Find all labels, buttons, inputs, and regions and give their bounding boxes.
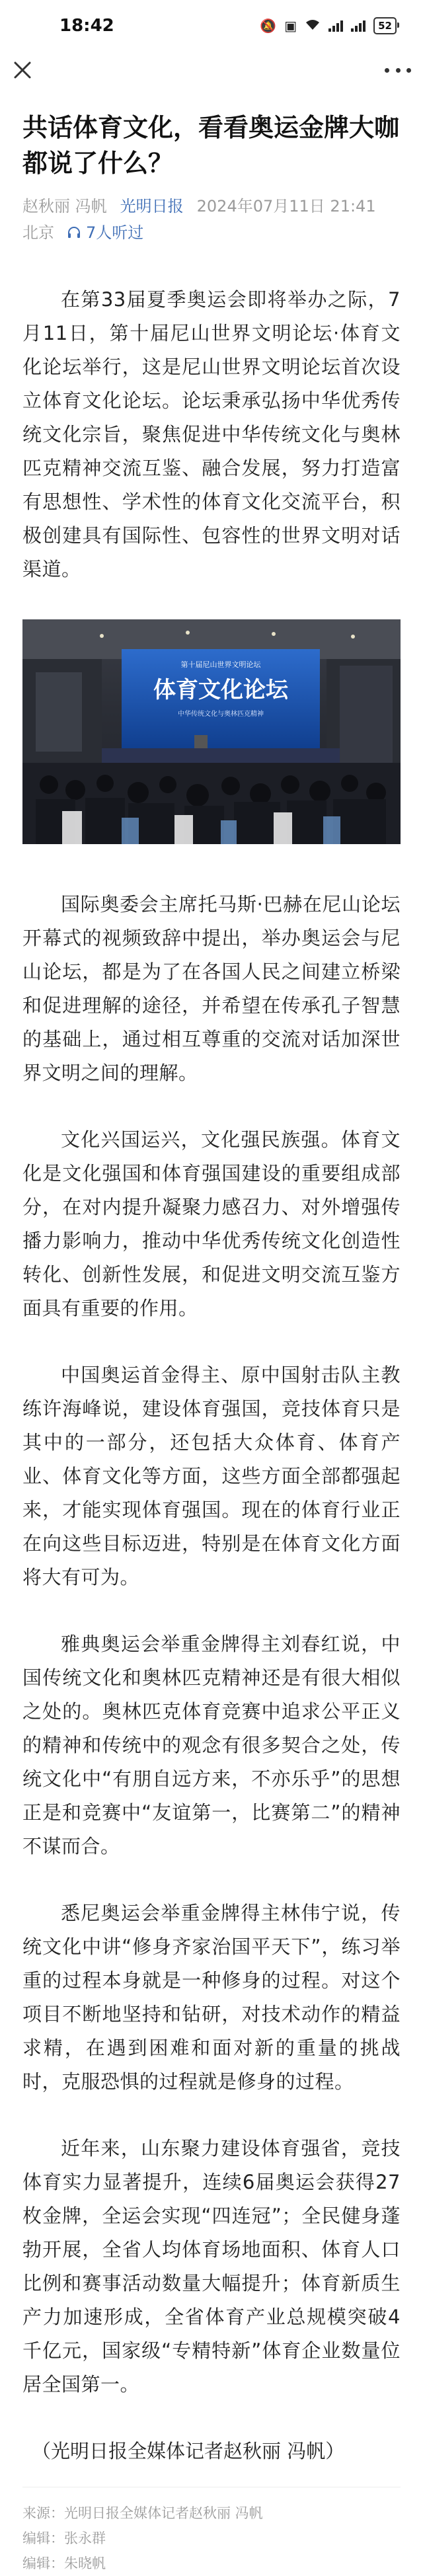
paragraph-5: 雅典奥运会举重金牌得主刘春红说，中国传统文化和奥林匹克精神还是有很大相似之处的。奥林匹克体育竞赛中追求公平正义的精神和传统中的观念有很多契合之处，传统文化中“有朋自远方来，不亦乐乎”的思想正是和竞赛中“友谊第一，比赛第二”的精神不谋而合。 <box>22 1633 401 1857</box>
sim-icon: ▣ <box>284 18 297 34</box>
article-location: 北京 <box>22 223 54 242</box>
status-bar <box>0 0 423 52</box>
wifi-icon <box>305 18 321 34</box>
article-signoff: （光明日报全媒体记者赵秋丽 冯帆） <box>32 2440 345 2462</box>
footer-source: 来源：光明日报全媒体记者赵秋丽 冯帆 <box>22 2505 263 2521</box>
signal-icon-2 <box>351 20 365 32</box>
meta-row-2 <box>22 219 401 246</box>
paragraph-1: 在第33届夏季奥运会即将举办之际，7月11日，第十届尼山世界文明论坛·体育文化论坛举行，这是尼山世界文明论坛首次设立体育文化论坛。论坛秉承弘扬中华优秀传统文化宗旨，聚焦促进中华传统文化与奥林匹克精神交流互鉴、融合发展，努力打造富有思想性、学术性的体育文化交流平台，积极创建具有国际性、包容性的世界文明对话渠道。 <box>22 288 401 580</box>
close-button[interactable] <box>9 57 36 83</box>
article-authors: 赵秋丽 冯帆 <box>22 197 107 215</box>
banner-sub: 中华传统文化与奥林匹克精神 <box>178 711 264 718</box>
mute-bell-icon: 🔕 <box>260 18 277 34</box>
article-date: 2024年07月11日 21:41 <box>196 197 376 215</box>
headphone-icon <box>66 225 82 241</box>
paragraph-7: 近年来，山东聚力建设体育强省，竞技体育实力显著提升，连续6届奥运会获得27枚金牌，全运会实现“四连冠”；全民健身蓬勃开展，全省人均体育场地面积、体育人口比例和赛事活动数量大幅提升；体育新质生产力加速形成，全省体育产业总规模突破4千亿元，国家级“专精特新”体育企业数量位居全国第一。 <box>22 2137 401 2396</box>
more-button[interactable] <box>385 62 411 78</box>
footer-review: 编辑：朱晓帆 <box>22 2556 106 2571</box>
signal-icon <box>328 20 343 32</box>
more-dots-icon <box>385 68 389 73</box>
forum-photo[interactable] <box>22 619 401 844</box>
article <box>0 110 423 2576</box>
paragraph-4: 中国奥运首金得主、原中国射击队主教练许海峰说，建设体育强国，竞技体育只是其中的一部分，还包括大众体育、体育产业、体育文化等方面，这些方面全部都强起来，才能实现体育强国。现在的体育行业正在向这些目标迈进，特别是在体育文化方面将大有可为。 <box>22 1364 401 1588</box>
forum-photo-graphic <box>22 619 401 844</box>
paragraph-6: 悉尼奥运会举重金牌得主林伟宁说，传统文化中讲“修身齐家治国平天下”，练习举重的过程本身就是一种修身的过程。对这个项目不断地坚持和钻研，对技术动作的精益求精，在遇到困难和面对新的重量的挑战时，克服恐惧的过程就是修身的过程。 <box>22 1902 401 2093</box>
close-icon <box>9 57 36 83</box>
article-body <box>22 283 401 2468</box>
battery-icon <box>373 17 397 34</box>
nav-bar <box>0 52 423 91</box>
paragraph-2: 国际奥委会主席托马斯·巴赫在尼山论坛开幕式的视频致辞中提出，举办奥运会与尼山论坛，都是为了在各国人民之间建立桥梁和促进理解的途径，并希望在传承孔子智慧的基础上，通过相互尊重的交流对话加深世界文明之间的理解。 <box>22 893 401 1084</box>
paragraph-3: 文化兴国运兴，文化强民族强。体育文化是文化强国和体育强国建设的重要组成部分，在对内提升凝聚力感召力、对外增强传播力影响力，推动中华优秀传统文化创造性转化、创新性发展，和促进文明交流互鉴方面具有重要的作用。 <box>22 1128 401 1319</box>
battery-level: 52 <box>378 20 392 32</box>
status-icons <box>260 17 397 34</box>
status-time: 18:42 <box>59 16 114 36</box>
article-title: 共话体育文化，看看奥运金牌大咖都说了什么？ <box>22 113 400 178</box>
listen-button[interactable] <box>66 219 143 246</box>
banner-main: 体育文化论坛 <box>153 677 288 703</box>
banner-top-line: 第十届尼山世界文明论坛 <box>180 660 261 669</box>
article-footer <box>22 2487 401 2576</box>
article-source[interactable]: 光明日报 <box>120 197 184 215</box>
meta-row-1 <box>22 193 401 219</box>
listen-count: 7人听过 <box>86 223 144 242</box>
footer-editor: 编辑：张永群 <box>22 2530 106 2546</box>
